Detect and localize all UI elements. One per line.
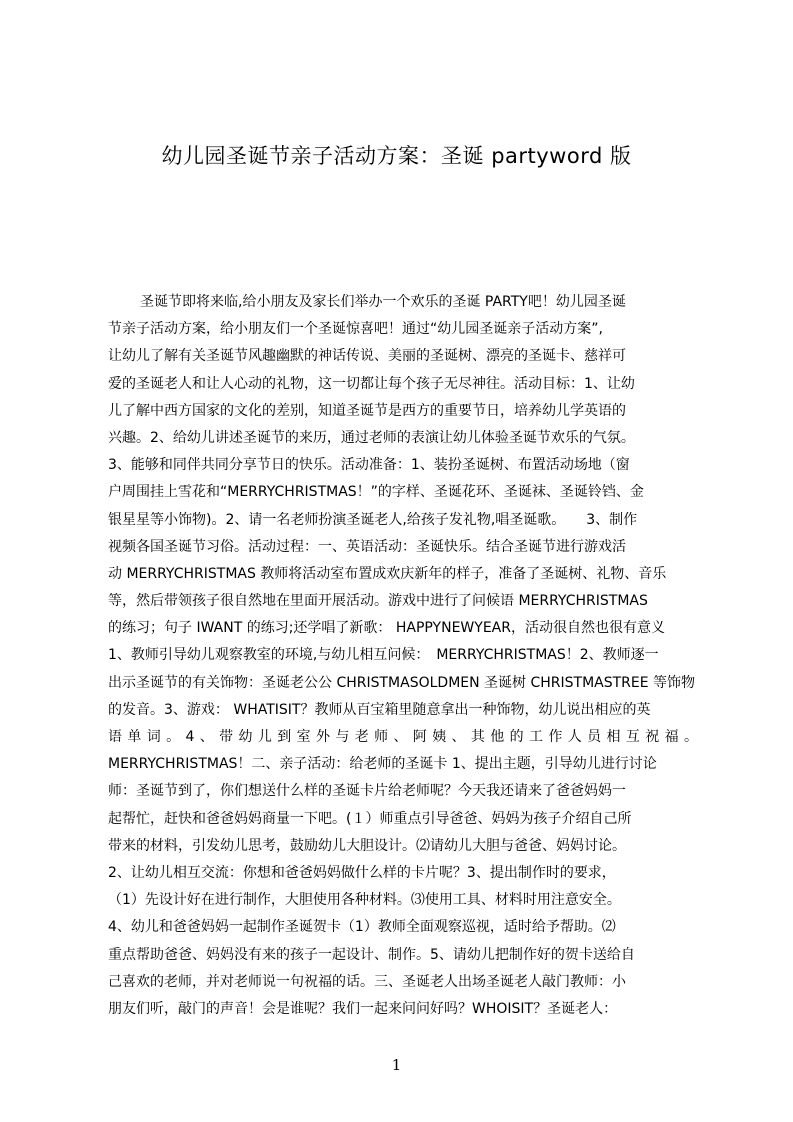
body-line: 朋友们听，敲门的声音！会是谁呢？我们一起来问问好吗？WHOISIT？圣诞老人： [108,1000,618,1017]
page-number: 1 [391,1056,402,1074]
body-line: 语单词。4、带幼儿到室外与老师、阿姨、其他的工作人员相互祝福。 [108,729,698,745]
body-line: 户周围挂上雪花和“MERRYCHRISTMAS！”的字样、圣诞花环、圣诞袜、圣诞铃铛、金 [108,484,644,501]
body-line: 1、教师引导幼儿观察教室的环境,与幼儿相互问候： MERRYCHRISTMAS！2、教师逐一 [108,647,659,664]
body-line: 兴趣。2、给幼儿讲述圣诞节的来历，通过老师的表演让幼儿体验圣诞节欢乐的气氛。 [108,429,635,446]
body-line: 重点帮助爸爸、妈妈没有来的孩子一起设计、制作。5、请幼儿把制作好的贺卡送给自 [108,946,635,963]
body-line: 让幼儿了解有关圣诞节风趣幽默的神话传说、美丽的圣诞树、漂亮的圣诞卡、慈祥可 [108,348,626,365]
body-line: MERRYCHRISTMAS！二、亲子活动：给老师的圣诞卡 1、提出主题，引导幼儿进行讨论 [108,756,657,773]
body-line: 起帮忙，赶快和爸爸妈妈商量一下吧。(１）师重点引导爸爸、妈妈为孩子介绍自己所 [108,810,632,827]
body-line: 银星星等小饰物)。2、请一名老师扮演圣诞老人,给孩子发礼物,唱圣诞歌。 3、制作 [108,511,638,528]
body-line: 动 MERRYCHRISTMAS 教师将活动室布置成欢庆新年的样子，准备了圣诞树、礼物、音乐 [108,565,667,582]
body-text [108,289,698,1023]
body-line: （1）先设计好在进行制作，大胆使用各种材料。⑶使用工具、材料时用注意安全。 [108,892,621,909]
body-line: 视频各国圣诞节习俗。活动过程：一、英语活动：圣诞快乐。结合圣诞节进行游戏活 [108,538,626,555]
body-line: 等，然后带领孩子很自然地在里面开展活动。游戏中进行了问候语 MERRYCHRISTMAS [108,593,648,610]
body-line: 的练习；句子 IWANT 的练习;还学唱了新歌： HAPPYNEWYEAR，活动很自然也很有意义 [108,620,665,637]
body-line: 儿了解中西方国家的文化的差别，知道圣诞节是西方的重要节日，培养幼儿学英语的 [108,402,626,419]
body-line: 师：圣诞节到了，你们想送什么样的圣诞卡片给老师呢？今天我还请来了爸爸妈妈一 [108,783,626,800]
body-line: 己喜欢的老师，并对老师说一句祝福的话。三、圣诞老人出场圣诞老人敲门教师：小 [108,973,626,990]
body-line: 爱的圣诞老人和让人心动的礼物，这一切都让每个孩子无尽神往。活动目标：1、让幼 [108,375,635,392]
body-line: 4、幼儿和爸爸妈妈一起制作圣诞贺卡（1）教师全面观察巡视，适时给予帮助。⑵ [108,919,616,936]
body-line: 出示圣诞节的有关饰物：圣诞老公公 CHRISTMASOLDMEN 圣诞树 CHRISTMASTREE 等饰物 [108,674,696,691]
body-line: 节亲子活动方案，给小朋友们一个圣诞惊喜吧！通过“幼儿园圣诞亲子活动方案”, [108,321,603,338]
body-line: 的发音。3、游戏： WHATISIT？教师从百宝箱里随意拿出一种饰物，幼儿说出相应的英 [108,701,651,718]
body-line: 带来的材料，引发幼儿思考，鼓励幼儿大胆设计。⑵请幼儿大胆与爸爸、妈妈讨论。 [108,837,626,854]
document-title: 幼儿园圣诞节亲子活动方案：圣诞 partyword 版 [161,144,632,168]
body-line: 3、能够和同伴共同分享节日的快乐。活动准备：1、装扮圣诞树、布置活动场地（窗 [108,457,630,474]
body-line: 圣诞节即将来临,给小朋友及家长们举办一个欢乐的圣诞 PARTY吧！幼儿园圣诞 [140,294,626,310]
body-line: 2、让幼儿相互交流：你想和爸爸妈妈做什么样的卡片呢？3、提出制作时的要求， [108,864,616,881]
